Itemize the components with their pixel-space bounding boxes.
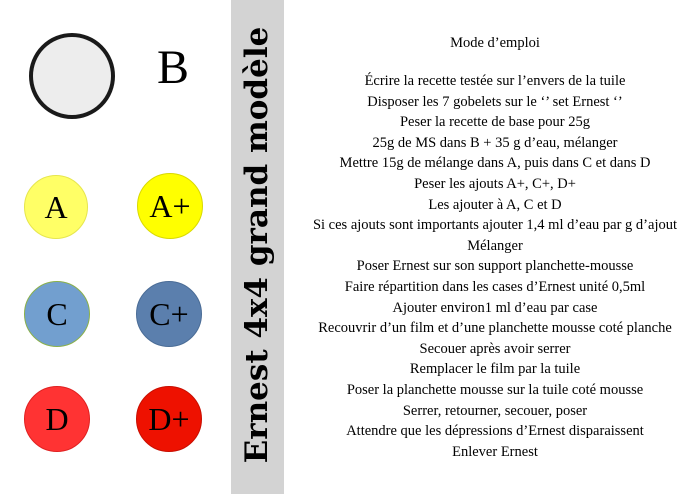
instruction-step: Ajouter environ1 ml d’eau par case <box>392 299 598 316</box>
instruction-step: Mettre 15g de mélange dans A, puis dans C et dans D <box>339 155 651 172</box>
dot-a: A <box>24 175 88 239</box>
letter-b: B <box>157 41 190 94</box>
instruction-step: Serrer, retourner, secouer, poser <box>402 402 588 419</box>
instruction-step: Secouer après avoir serrer <box>419 340 571 357</box>
dot-a-plus: A+ <box>137 173 203 239</box>
instructions-heading: Mode d’emploi <box>450 35 540 51</box>
instruction-step: Poser la planchette mousse sur la tuile coté mousse <box>346 381 644 398</box>
instruction-step: Peser les ajouts A+, C+, D+ <box>414 175 576 192</box>
instruction-step: Faire répartition dans les cases d’Ernest unité 0,5ml <box>344 278 646 295</box>
instruction-step: Peser la recette de base pour 25g <box>399 114 591 131</box>
instruction-step: Recouvrir d’un film et d’une planchette mousse coté planche <box>318 320 672 337</box>
instruction-step: 25g de MS dans B + 35 g d’eau, mélanger <box>372 134 618 151</box>
dot-c-plus: C+ <box>136 281 202 347</box>
instruction-step: Si ces ajouts sont importants ajouter 1,4 ml d’eau par g d’ajout <box>312 217 678 234</box>
dot-d-plus: D+ <box>136 386 202 452</box>
instruction-step: Écrire la recette testée sur l’envers de la tuile <box>364 73 626 89</box>
instruction-step: Enlever Ernest <box>452 443 538 460</box>
instruction-step: Mélanger <box>467 237 523 254</box>
instruction-step: Disposer les 7 gobelets sur le ‘’ set Ernest ‘’ <box>367 93 623 110</box>
big-circle <box>29 33 115 119</box>
instruction-step: Poser Ernest sur son support planchette-mousse <box>356 258 634 275</box>
dot-c: C <box>24 281 90 347</box>
instruction-step: Remplacer le film par la tuile <box>409 361 581 378</box>
dot-d: D <box>24 386 90 452</box>
instruction-step: Les ajouter à A, C et D <box>428 196 562 213</box>
instruction-step: Attendre que les dépressions d’Ernest disparaissent <box>346 423 644 440</box>
band-title: Ernest 4x4 grand modèle <box>239 26 275 464</box>
instructions <box>290 33 700 462</box>
